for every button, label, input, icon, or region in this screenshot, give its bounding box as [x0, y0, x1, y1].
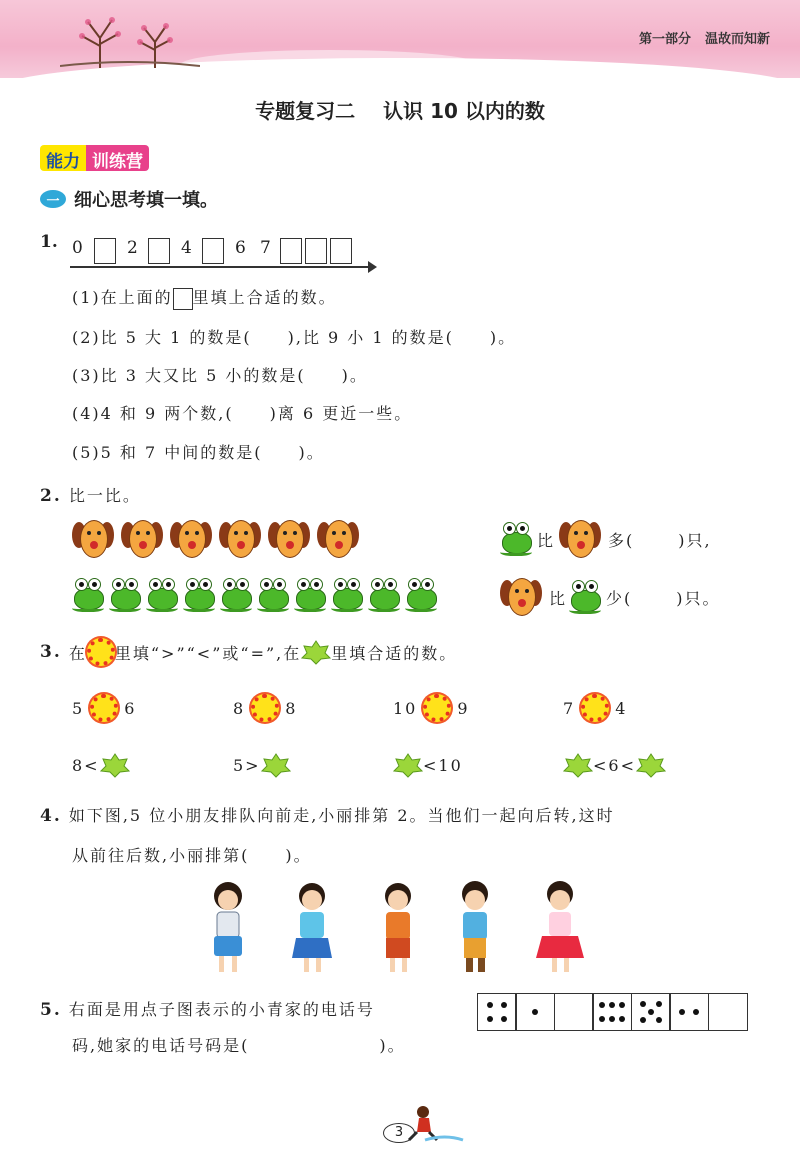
leaf-icon: [301, 639, 331, 665]
dog-icon: [317, 520, 359, 558]
flower-icon[interactable]: [423, 694, 451, 722]
q1-1a: (1)在上面的: [72, 288, 173, 307]
frog-icon: [368, 578, 400, 612]
q1-item-3: [72, 363, 368, 386]
dot: [599, 1002, 605, 1008]
leaf-icon[interactable]: [100, 752, 130, 778]
dog-icon: [500, 578, 542, 616]
dot-cell: [592, 993, 632, 1031]
nl-box[interactable]: [202, 238, 224, 264]
q3-r2-4: <6<: [593, 755, 636, 775]
dot-digit-table: [478, 993, 748, 1031]
q1-1b: 里填上合适的数。: [192, 288, 337, 307]
nl-6: 6: [235, 238, 246, 258]
q3-r2-3: <10: [423, 755, 463, 775]
badge-part-a: 能力: [40, 145, 86, 171]
arrow-icon: [368, 261, 377, 273]
dog-icon: [268, 520, 310, 558]
nl-box[interactable]: [148, 238, 170, 264]
flower-icon[interactable]: [251, 694, 279, 722]
frog-icon: [257, 578, 289, 612]
nl-box[interactable]: [305, 238, 327, 264]
q5-line-2: [72, 1033, 406, 1056]
page-title: [0, 95, 800, 124]
cmp2-a: 比: [549, 588, 568, 608]
dog-icon: [219, 520, 261, 558]
q5-line-1: [40, 997, 375, 1020]
q1-4a: (4)4 和 9 两个数,(: [72, 404, 234, 423]
q3-cmp-4: [563, 694, 627, 722]
q3-r1-3r: 9: [457, 698, 470, 718]
dog-icon: [72, 520, 114, 558]
compare-2: [500, 578, 721, 616]
q5-text-2b: )。: [379, 1036, 406, 1055]
answer-box[interactable]: [173, 288, 193, 310]
leaf-icon[interactable]: [261, 752, 291, 778]
q3-r1-4r: 4: [615, 698, 628, 718]
q2-number: 2.: [40, 486, 62, 506]
dot: [609, 1016, 615, 1022]
q3-a: 在: [68, 643, 87, 663]
q1-item-4: [72, 401, 412, 424]
cmp1-b: 多(: [608, 530, 635, 550]
flower-icon[interactable]: [581, 694, 609, 722]
cmp1-a: 比: [537, 530, 556, 550]
dot: [656, 1001, 662, 1007]
q5-text-2a: 码,她家的电话号码是(: [72, 1036, 250, 1055]
q3-r1-2l: 8: [233, 698, 246, 718]
dog-icon: [559, 520, 601, 558]
dot: [693, 1009, 699, 1015]
nl-box[interactable]: [280, 238, 302, 264]
q3-heading: [40, 638, 457, 666]
dot: [656, 1017, 662, 1023]
q1-2b: ),比 9 小 1 的数是(: [287, 328, 454, 347]
dog-row: [72, 520, 366, 558]
dot: [501, 1002, 507, 1008]
child-3: [385, 883, 411, 972]
dot: [619, 1016, 625, 1022]
title-sub: 认识 10 以内的数: [383, 99, 545, 123]
dot: [532, 1009, 538, 1015]
dog-icon: [170, 520, 212, 558]
leaf-icon[interactable]: [636, 752, 666, 778]
q5-text-1: 右面是用点子图表示的小青家的电话号: [68, 1000, 375, 1019]
dot-cell: [631, 993, 671, 1031]
frog-icon: [294, 578, 326, 612]
cmp2-c: )只。: [676, 588, 721, 608]
dog-icon: [121, 520, 163, 558]
frog-icon: [220, 578, 252, 612]
number-line: [70, 232, 380, 268]
q3-fill-4: [563, 752, 666, 778]
cmp2-b: 少(: [606, 588, 633, 608]
q4-text-2a: 从前往后数,小丽排第(: [72, 846, 250, 865]
q2-label: 比一比。: [68, 486, 141, 505]
dot: [599, 1016, 605, 1022]
child-5: [536, 881, 584, 972]
q4-text-2b: )。: [285, 846, 312, 865]
q1-4b: )离 6 更近一些。: [269, 404, 413, 423]
dot-cell: [554, 993, 594, 1031]
dot-cell: [515, 993, 555, 1031]
dot: [619, 1002, 625, 1008]
title-main: 专题复习二: [255, 99, 356, 123]
q3-r1-3l: 10: [393, 698, 418, 718]
section-number: 一: [40, 190, 66, 208]
frog-icon: [569, 580, 601, 614]
section-heading: [40, 186, 218, 212]
child-1: [214, 882, 242, 972]
child-4: [462, 881, 488, 972]
q4-number: 4.: [40, 806, 62, 826]
dot-cell: [669, 993, 709, 1031]
dot-cell: [477, 993, 517, 1031]
q3-r1-1l: 5: [72, 698, 85, 718]
dot: [609, 1002, 615, 1008]
q4-line-2: [72, 843, 312, 866]
q3-r1-4l: 7: [563, 698, 576, 718]
q3-fill-1: [72, 752, 130, 778]
dot: [640, 1001, 646, 1007]
q3-cmp-2: [233, 694, 297, 722]
q1-number: 1.: [40, 232, 58, 252]
q3-r2-2: 5>: [233, 755, 261, 775]
badge-part-b: 训练营: [86, 145, 149, 171]
leaf-icon[interactable]: [393, 752, 423, 778]
q3-b: 里填“>”“<”或“=”,在: [114, 643, 302, 663]
nl-box[interactable]: [330, 238, 352, 264]
q3-cmp-1: [72, 694, 136, 722]
q3-number: 3.: [40, 642, 62, 662]
q2-heading: [40, 483, 141, 506]
frog-icon: [500, 522, 532, 556]
nl-0: 0: [72, 238, 83, 258]
header-section: 温故而知新: [704, 32, 770, 47]
q3-fill-3: [393, 752, 463, 778]
nl-2: 2: [127, 238, 138, 258]
q1-2c: )。: [489, 328, 517, 347]
frog-icon: [331, 578, 363, 612]
tree-illustration: [60, 8, 200, 70]
frog-icon: [72, 578, 104, 612]
frog-icon: [146, 578, 178, 612]
nl-box[interactable]: [94, 238, 116, 264]
q1-item-2: [72, 325, 516, 348]
nl-7: 7: [260, 238, 271, 258]
dot: [648, 1009, 654, 1015]
children-illustration: [200, 878, 600, 978]
flower-icon[interactable]: [90, 694, 118, 722]
q4-text-1: 如下图,5 位小朋友排队向前走,小丽排第 2。当他们一起向后转,这时: [68, 806, 615, 825]
cmp1-c: )只,: [678, 530, 712, 550]
dot: [501, 1016, 507, 1022]
q3-r1-2r: 8: [285, 698, 298, 718]
q1-3b: )。: [341, 366, 368, 385]
frog-icon: [109, 578, 141, 612]
q5-number: 5.: [40, 1000, 62, 1020]
q3-r1-1r: 6: [124, 698, 137, 718]
dot: [487, 1002, 493, 1008]
child-2: [292, 883, 332, 972]
compare-1: [500, 520, 712, 558]
q1-item-1: [72, 285, 337, 310]
leaf-icon[interactable]: [563, 752, 593, 778]
section-label: 细心思考填一填。: [74, 190, 218, 211]
q3-r2-1: 8<: [72, 755, 100, 775]
q3-cmp-3: [393, 694, 470, 722]
dot-cell: [708, 993, 748, 1031]
q1-3a: (3)比 3 大又比 5 小的数是(: [72, 366, 306, 385]
q4-line-1: [40, 803, 615, 826]
header-section-label: [625, 28, 770, 47]
flower-icon: [87, 638, 115, 666]
dot: [487, 1016, 493, 1022]
nl-4: 4: [181, 238, 192, 258]
q3-c: 里填合适的数。: [331, 643, 458, 663]
frog-icon: [183, 578, 215, 612]
dot: [640, 1017, 646, 1023]
page-number: 3: [383, 1123, 415, 1143]
dot: [679, 1009, 685, 1015]
ability-badge: [40, 145, 149, 171]
frog-row: [72, 578, 442, 612]
q1-item-5: [72, 440, 325, 463]
frog-icon: [405, 578, 437, 612]
q1-5a: (5)5 和 7 中间的数是(: [72, 443, 263, 462]
q3-fill-2: [233, 752, 291, 778]
q1-2a: (2)比 5 大 1 的数是(: [72, 328, 252, 347]
runner-icon: [405, 1104, 465, 1144]
q1-5b: )。: [298, 443, 325, 462]
header-part: 第一部分: [638, 32, 691, 47]
